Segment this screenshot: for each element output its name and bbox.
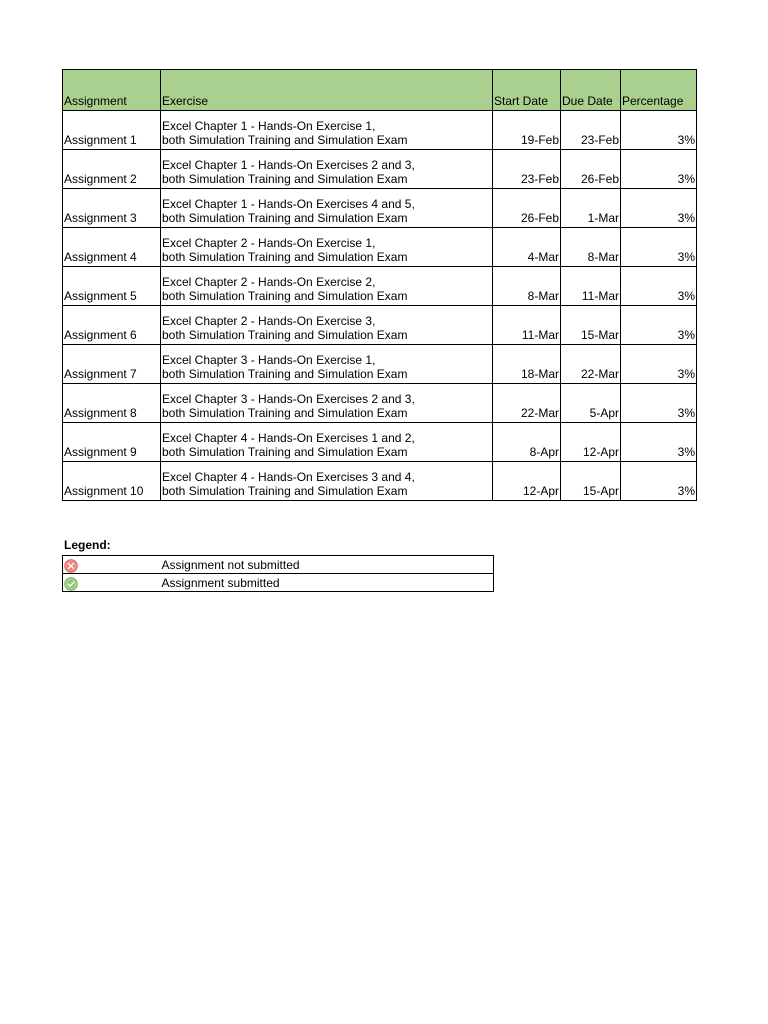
exercise-line: Excel Chapter 2 - Hands-On Exercise 1, [162,236,376,250]
exercise-line: both Simulation Training and Simulation Exam [162,133,408,147]
due-date-cell: 15-Apr [561,462,621,501]
header-due-date: Due Date [561,70,621,111]
exercise-line: both Simulation Training and Simulation Exam [162,367,408,381]
due-date-cell: 1-Mar [561,189,621,228]
header-assignment: Assignment [63,70,161,111]
exercise-line: Excel Chapter 1 - Hands-On Exercises 4 and 5, [162,197,415,211]
exercise-cell [161,384,493,423]
start-date-cell: 8-Mar [493,267,561,306]
exercise-line: Excel Chapter 4 - Hands-On Exercises 3 and 4, [162,470,415,484]
table-row [63,150,697,189]
exercise-cell [161,462,493,501]
percentage-cell: 3% [621,228,697,267]
legend-icon-cell [63,556,161,574]
table-row [63,423,697,462]
percentage-cell: 3% [621,150,697,189]
legend-label: Assignment not submitted [161,556,494,574]
due-date-cell: 22-Mar [561,345,621,384]
exercise-cell [161,228,493,267]
exercise-cell [161,267,493,306]
due-date-cell: 23-Feb [561,111,621,150]
legend-title: Legend: [64,538,111,552]
exercise-cell [161,150,493,189]
assignment-cell: Assignment 3 [63,189,161,228]
assignment-cell: Assignment 2 [63,150,161,189]
start-date-cell: 23-Feb [493,150,561,189]
exercise-cell [161,345,493,384]
exercise-line: Excel Chapter 4 - Hands-On Exercises 1 and 2, [162,431,415,445]
legend-item-submitted [63,574,494,592]
start-date-cell: 11-Mar [493,306,561,345]
start-date-cell: 22-Mar [493,384,561,423]
green-check-circle-icon [64,577,78,591]
exercise-line: both Simulation Training and Simulation Exam [162,250,408,264]
due-date-cell: 15-Mar [561,306,621,345]
legend-label: Assignment submitted [161,574,494,592]
assignments-table [62,69,697,501]
exercise-line: both Simulation Training and Simulation Exam [162,172,408,186]
assignment-cell: Assignment 9 [63,423,161,462]
exercise-line: both Simulation Training and Simulation Exam [162,445,408,459]
exercise-cell [161,111,493,150]
start-date-cell: 4-Mar [493,228,561,267]
table-row [63,306,697,345]
assignment-cell: Assignment 1 [63,111,161,150]
exercise-line: both Simulation Training and Simulation Exam [162,484,408,498]
header-start-date: Start Date [493,70,561,111]
percentage-cell: 3% [621,384,697,423]
percentage-cell: 3% [621,306,697,345]
header-percentage: Percentage [621,70,697,111]
exercise-cell [161,423,493,462]
table-row [63,111,697,150]
table-row [63,189,697,228]
due-date-cell: 12-Apr [561,423,621,462]
exercise-cell [161,189,493,228]
red-x-circle-icon [64,559,78,573]
start-date-cell: 18-Mar [493,345,561,384]
start-date-cell: 8-Apr [493,423,561,462]
legend-icon-cell [63,574,161,592]
due-date-cell: 11-Mar [561,267,621,306]
assignment-cell: Assignment 5 [63,267,161,306]
due-date-cell: 26-Feb [561,150,621,189]
exercise-line: Excel Chapter 1 - Hands-On Exercises 2 and 3, [162,158,415,172]
assignment-cell: Assignment 6 [63,306,161,345]
table-row [63,228,697,267]
exercise-line: Excel Chapter 1 - Hands-On Exercise 1, [162,119,376,133]
percentage-cell: 3% [621,189,697,228]
table-row [63,384,697,423]
percentage-cell: 3% [621,111,697,150]
exercise-line: both Simulation Training and Simulation Exam [162,328,408,342]
assignment-cell: Assignment 10 [63,462,161,501]
start-date-cell: 12-Apr [493,462,561,501]
assignment-cell: Assignment 8 [63,384,161,423]
table-row [63,462,697,501]
exercise-line: Excel Chapter 3 - Hands-On Exercise 1, [162,353,376,367]
percentage-cell: 3% [621,423,697,462]
exercise-cell [161,306,493,345]
exercise-line: both Simulation Training and Simulation Exam [162,289,408,303]
exercise-line: both Simulation Training and Simulation Exam [162,406,408,420]
assignment-cell: Assignment 7 [63,345,161,384]
table-row [63,345,697,384]
header-exercise: Exercise [161,70,493,111]
assignment-cell: Assignment 4 [63,228,161,267]
start-date-cell: 26-Feb [493,189,561,228]
exercise-line: Excel Chapter 2 - Hands-On Exercise 2, [162,275,376,289]
percentage-cell: 3% [621,345,697,384]
table-header [63,70,697,111]
legend-table [62,555,494,592]
table-row [63,267,697,306]
table-body [63,111,697,501]
header-row [63,70,697,111]
due-date-cell: 8-Mar [561,228,621,267]
legend-item-not-submitted [63,556,494,574]
due-date-cell: 5-Apr [561,384,621,423]
exercise-line: Excel Chapter 3 - Hands-On Exercises 2 and 3, [162,392,415,406]
percentage-cell: 3% [621,267,697,306]
percentage-cell: 3% [621,462,697,501]
exercise-line: Excel Chapter 2 - Hands-On Exercise 3, [162,314,376,328]
start-date-cell: 19-Feb [493,111,561,150]
exercise-line: both Simulation Training and Simulation Exam [162,211,408,225]
